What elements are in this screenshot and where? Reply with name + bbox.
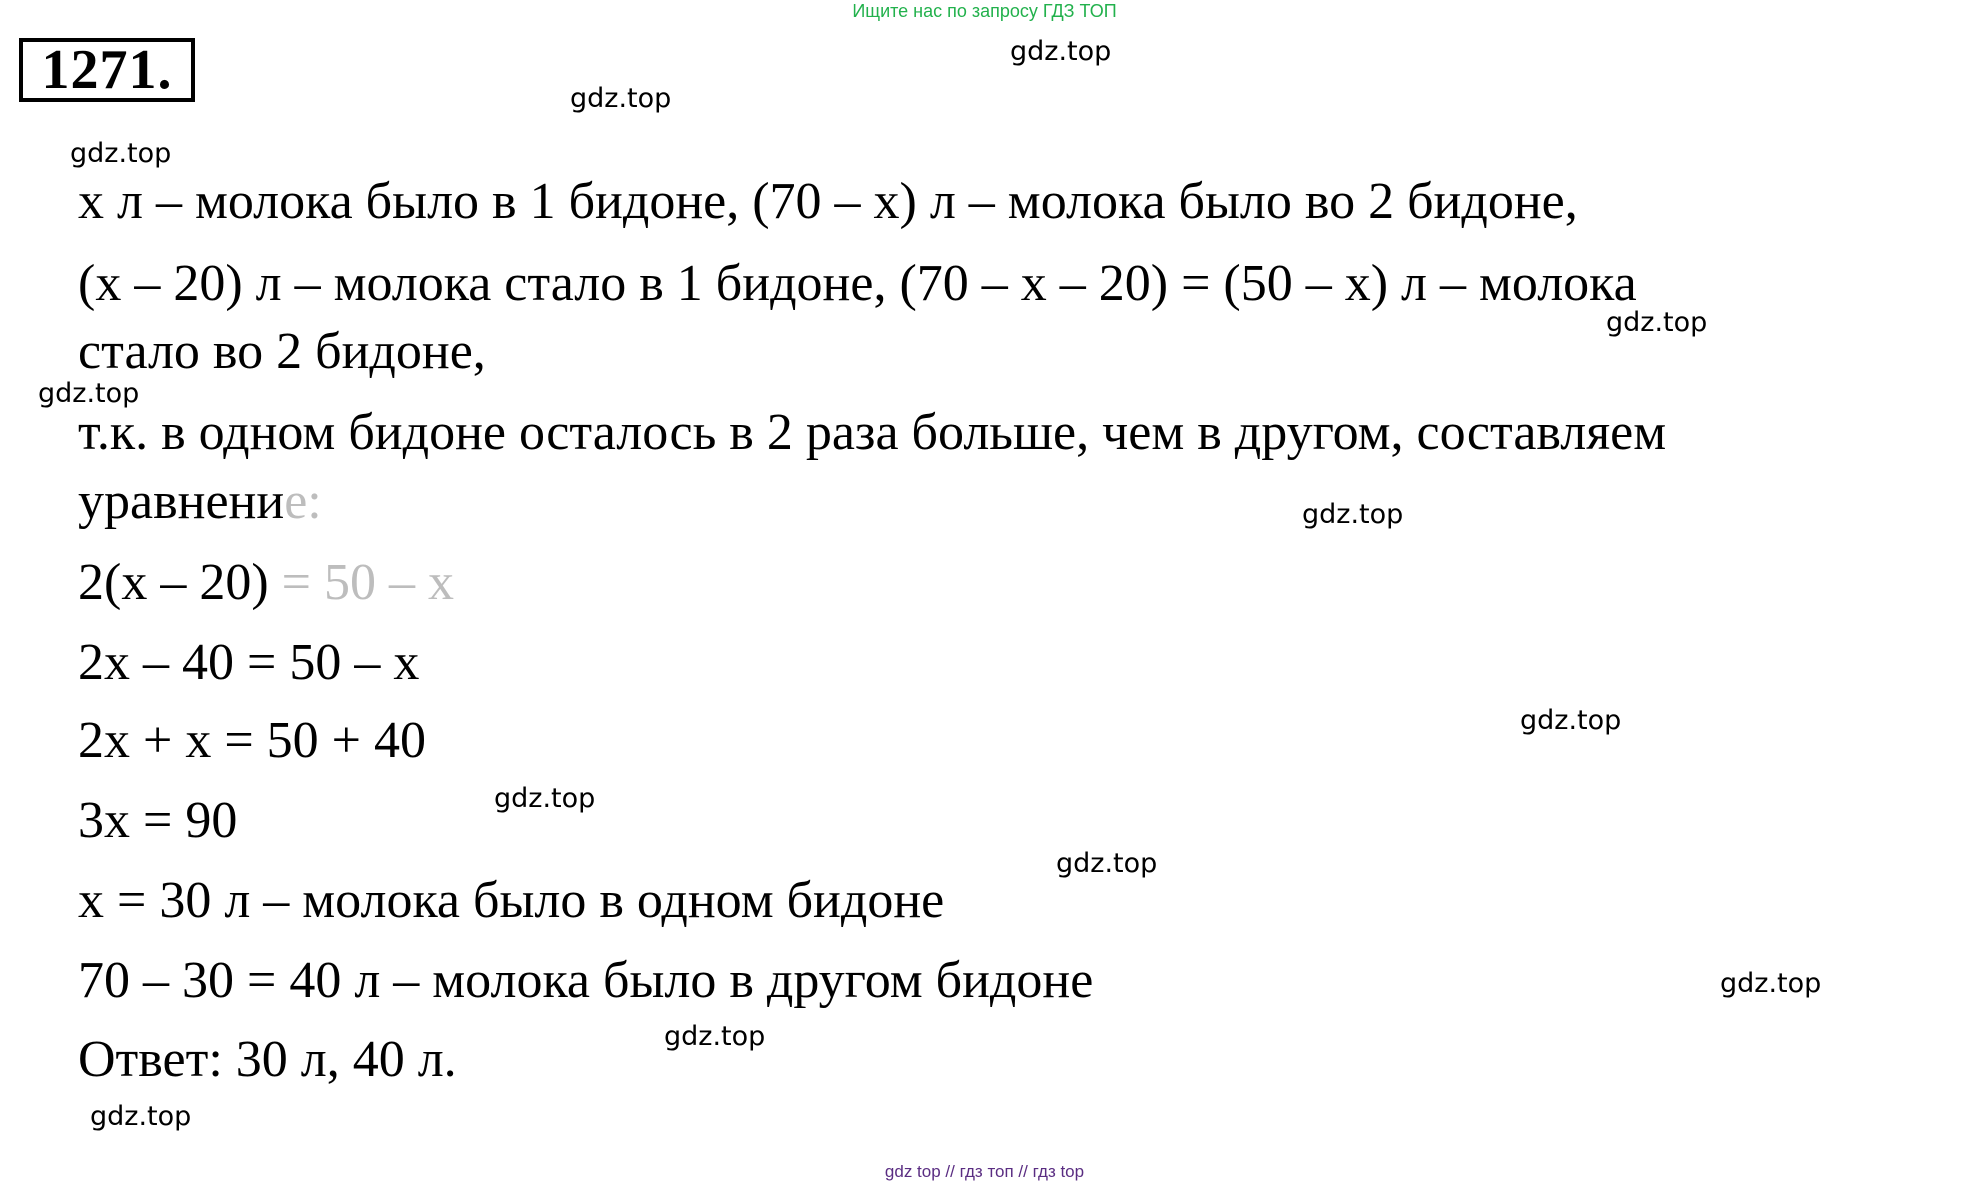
watermark: gdz.top bbox=[90, 1101, 192, 1132]
watermark: gdz.top bbox=[38, 378, 140, 409]
solution-line-10: x = 30 л – молока было в одном бидоне bbox=[78, 872, 945, 929]
watermark: gdz.top bbox=[1302, 499, 1404, 530]
watermark: gdz.top bbox=[1010, 36, 1112, 67]
search-banner: Ищите нас по запросу ГДЗ ТОП bbox=[852, 1, 1117, 21]
answer-line: Ответ: 30 л, 40 л. bbox=[78, 1031, 457, 1088]
solution-line-2: (x – 20) л – молока стало в 1 бидоне, (70 – x – 20) = (50 – x) л – молока bbox=[78, 255, 1637, 312]
watermark: gdz.top bbox=[1606, 307, 1708, 338]
watermark: gdz.top bbox=[1056, 848, 1158, 879]
watermark: gdz.top bbox=[570, 83, 672, 114]
solution-line-9: 3x = 90 bbox=[78, 792, 238, 849]
watermark: gdz.top bbox=[1720, 968, 1822, 999]
solution-line-5-text: уравнени bbox=[78, 473, 285, 530]
solution-line-5 bbox=[78, 472, 322, 532]
solution-line-4: т.к. в одном бидоне осталось в 2 раза больше, чем в другом, составляем bbox=[78, 404, 1667, 461]
watermark: gdz.top bbox=[1520, 705, 1622, 736]
watermark: gdz.top bbox=[494, 783, 596, 814]
solution-line-7: 2x – 40 = 50 – x bbox=[78, 634, 420, 691]
footer-links[interactable]: gdz top // гдз топ // гдз top bbox=[884, 1162, 1085, 1181]
solution-line-8: 2x + x = 50 + 40 bbox=[78, 712, 426, 769]
solution-line-6 bbox=[78, 553, 454, 613]
solution-line-6-text: 2(x – 20) bbox=[78, 554, 269, 611]
watermark: gdz.top bbox=[70, 138, 172, 169]
solution-line-11: 70 – 30 = 40 л – молока было в другом бидоне bbox=[78, 952, 1094, 1009]
solution-line-3: стало во 2 бидоне, bbox=[78, 323, 486, 380]
solution-line-1: x л – молока было в 1 бидоне, (70 – x) л – молока было во 2 бидоне, bbox=[78, 173, 1578, 230]
solution-line-5-faded: е: bbox=[284, 473, 322, 530]
watermark: gdz.top bbox=[664, 1021, 766, 1052]
solution-line-6-faded: = 50 – x bbox=[268, 554, 454, 611]
problem-number: 1271. bbox=[19, 38, 195, 102]
